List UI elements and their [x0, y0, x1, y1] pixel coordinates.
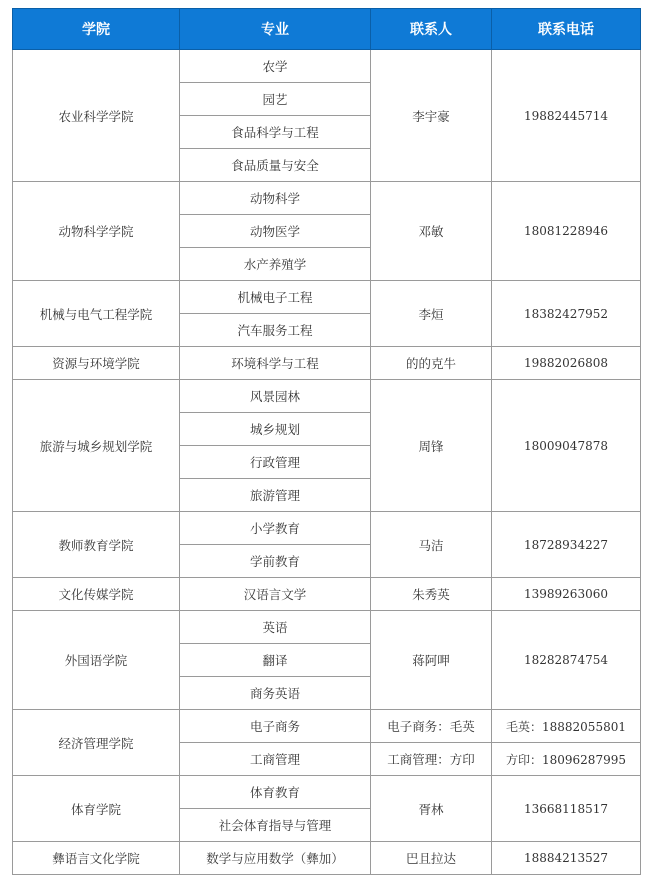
- college-cell: 彝语言文化学院: [13, 842, 180, 875]
- table-row: [13, 611, 641, 644]
- table-row: [13, 380, 641, 413]
- major-cell: 英语: [180, 611, 371, 644]
- college-cell: 文化传媒学院: [13, 578, 180, 611]
- contact-cell: 工商管理：方印: [371, 743, 492, 776]
- major-cell: 旅游管理: [180, 479, 371, 512]
- major-cell: 小学教育: [180, 512, 371, 545]
- phone-cell: 13668118517: [492, 776, 641, 842]
- college-cell: 动物科学学院: [13, 182, 180, 281]
- contact-cell: 朱秀英: [371, 578, 492, 611]
- table-body: [13, 50, 641, 875]
- contact-cell: 的的克牛: [371, 347, 492, 380]
- table-row: [13, 842, 641, 875]
- phone-cell: 19882026808: [492, 347, 641, 380]
- phone-cell: 18282874754: [492, 611, 641, 710]
- phone-cell: 18081228946: [492, 182, 641, 281]
- table-row: [13, 281, 641, 314]
- header-row: [13, 9, 641, 50]
- major-cell: 动物医学: [180, 215, 371, 248]
- major-cell: 社会体育指导与管理: [180, 809, 371, 842]
- major-cell: 体育教育: [180, 776, 371, 809]
- major-cell: 翻译: [180, 644, 371, 677]
- header-phone: 联系电话: [492, 9, 641, 50]
- header-major: 专业: [180, 9, 371, 50]
- table-row: [13, 776, 641, 809]
- major-cell: 水产养殖学: [180, 248, 371, 281]
- major-cell: 环境科学与工程: [180, 347, 371, 380]
- contact-cell: 电子商务：毛英: [371, 710, 492, 743]
- major-cell: 工商管理: [180, 743, 371, 776]
- major-cell: 园艺: [180, 83, 371, 116]
- major-cell: 风景园林: [180, 380, 371, 413]
- major-cell: 机械电子工程: [180, 281, 371, 314]
- table-row: [13, 710, 641, 743]
- contact-cell: 李宇豪: [371, 50, 492, 182]
- major-cell: 动物科学: [180, 182, 371, 215]
- table-row: [13, 50, 641, 83]
- contact-cell: 蒋阿呷: [371, 611, 492, 710]
- header-contact: 联系人: [371, 9, 492, 50]
- major-cell: 农学: [180, 50, 371, 83]
- college-cell: 资源与环境学院: [13, 347, 180, 380]
- major-cell: 城乡规划: [180, 413, 371, 446]
- contact-cell: 李烜: [371, 281, 492, 347]
- major-cell: 行政管理: [180, 446, 371, 479]
- major-cell: 汉语言文学: [180, 578, 371, 611]
- phone-cell: 18728934227: [492, 512, 641, 578]
- contact-cell: 巴且拉达: [371, 842, 492, 875]
- contact-cell: 马洁: [371, 512, 492, 578]
- college-cell: 旅游与城乡规划学院: [13, 380, 180, 512]
- major-cell: 汽车服务工程: [180, 314, 371, 347]
- contacts-table: [12, 8, 641, 875]
- contact-cell: 周锋: [371, 380, 492, 512]
- contact-cell: 胥林: [371, 776, 492, 842]
- college-cell: 经济管理学院: [13, 710, 180, 776]
- major-cell: 商务英语: [180, 677, 371, 710]
- contact-cell: 邓敏: [371, 182, 492, 281]
- table-row: [13, 182, 641, 215]
- table-row: [13, 512, 641, 545]
- phone-cell: 18009047878: [492, 380, 641, 512]
- college-cell: 外国语学院: [13, 611, 180, 710]
- major-cell: 电子商务: [180, 710, 371, 743]
- header-college: 学院: [13, 9, 180, 50]
- table-row: [13, 347, 641, 380]
- phone-cell: 18884213527: [492, 842, 641, 875]
- phone-cell: 13989263060: [492, 578, 641, 611]
- college-cell: 农业科学学院: [13, 50, 180, 182]
- major-cell: 数学与应用数学（彝加）: [180, 842, 371, 875]
- table-row: [13, 578, 641, 611]
- phone-cell: 19882445714: [492, 50, 641, 182]
- phone-cell: 18382427952: [492, 281, 641, 347]
- college-cell: 机械与电气工程学院: [13, 281, 180, 347]
- major-cell: 食品科学与工程: [180, 116, 371, 149]
- major-cell: 食品质量与安全: [180, 149, 371, 182]
- major-cell: 学前教育: [180, 545, 371, 578]
- college-cell: 体育学院: [13, 776, 180, 842]
- phone-cell: 方印：18096287995: [492, 743, 641, 776]
- phone-cell: 毛英：18882055801: [492, 710, 641, 743]
- college-cell: 教师教育学院: [13, 512, 180, 578]
